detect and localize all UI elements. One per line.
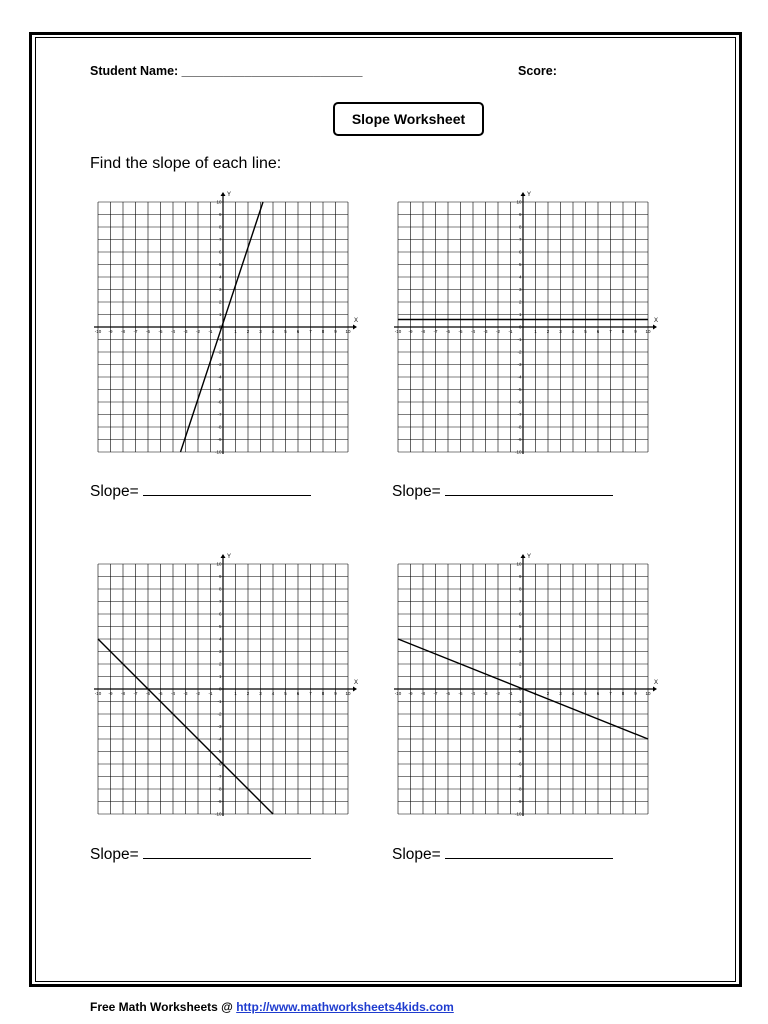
y-axis-arrow-icon (221, 192, 226, 196)
slope-blank-4[interactable] (445, 843, 613, 859)
x-tick-label: -6 (145, 691, 151, 696)
y-tick-label: -7 (517, 412, 522, 417)
y-tick-label: 7 (218, 237, 222, 242)
x-tick-label: -9 (108, 691, 113, 696)
y-tick-label: 8 (518, 586, 522, 592)
y-axis-label: Y (527, 192, 532, 198)
y-tick-label: -6 (217, 761, 222, 767)
y-tick-label: 10 (216, 561, 222, 567)
y-tick-label: 6 (218, 249, 222, 255)
y-tick-label: 1 (518, 674, 522, 679)
x-tick-label: -6 (145, 329, 151, 334)
y-tick-label: 3 (218, 287, 222, 292)
y-tick-label: 2 (218, 299, 222, 305)
slope-blank-3[interactable] (143, 843, 311, 859)
x-tick-label: -9 (108, 329, 113, 334)
instruction-text: Find the slope of each line: (90, 155, 282, 172)
footer-link[interactable]: http://www.mathworksheets4kids.com (236, 1000, 454, 1014)
y-tick-label: -7 (517, 774, 522, 779)
y-tick-label: 10 (516, 199, 522, 205)
y-tick-label: 7 (518, 237, 522, 242)
score-label: Score: (518, 64, 557, 78)
y-tick-label: -4 (217, 374, 222, 380)
y-tick-label: 1 (518, 312, 522, 317)
y-axis-arrow-icon (521, 192, 526, 196)
x-tick-label: -10 (394, 329, 402, 334)
y-tick-label: -2 (517, 349, 522, 355)
y-tick-label: -7 (217, 774, 222, 779)
x-tick-label: -3 (483, 329, 488, 334)
x-tick-label: -1 (508, 329, 513, 334)
y-tick-label: -1 (217, 699, 222, 704)
x-tick-label: 5 (284, 691, 287, 696)
y-tick-label: 4 (518, 274, 522, 280)
x-tick-label: 5 (584, 691, 587, 696)
y-tick-label: 6 (518, 249, 522, 255)
slope-label-2: Slope= (392, 483, 441, 500)
x-tick-label: -1 (208, 329, 213, 334)
y-tick-label: 10 (516, 561, 522, 567)
y-tick-label: -4 (517, 736, 522, 742)
x-tick-label: 4 (571, 691, 575, 696)
y-tick-label: -10 (514, 811, 522, 817)
x-tick-label: -7 (133, 329, 138, 334)
y-tick-label: -8 (217, 424, 222, 430)
x-tick-label: -7 (433, 329, 438, 334)
x-tick-label: 9 (634, 691, 637, 696)
slope-label-4: Slope= (392, 846, 441, 863)
student-name-label: Student Name: __________________________ (90, 64, 363, 78)
x-axis-label: X (354, 680, 359, 686)
y-axis-arrow-icon (521, 554, 526, 558)
y-tick-label: 9 (518, 212, 522, 217)
x-tick-label: -4 (170, 691, 176, 696)
y-tick-label: 4 (218, 636, 222, 642)
y-tick-label: -1 (217, 337, 222, 342)
y-tick-label: 2 (218, 661, 222, 667)
x-tick-label: 7 (609, 329, 612, 334)
x-tick-label: -10 (94, 691, 102, 696)
x-tick-label: 7 (609, 691, 612, 696)
y-tick-label: -9 (517, 799, 522, 804)
y-tick-label: 8 (218, 586, 222, 592)
y-tick-label: -5 (217, 749, 222, 754)
x-tick-label: 1 (234, 329, 237, 334)
graph-2 (390, 190, 659, 460)
y-tick-label: -2 (217, 349, 222, 355)
y-tick-label: -5 (517, 749, 522, 754)
x-tick-label: 7 (309, 329, 312, 334)
y-tick-label: -1 (517, 337, 522, 342)
x-tick-label: 5 (584, 329, 587, 334)
x-tick-label: -2 (195, 329, 201, 334)
x-axis-label: X (654, 680, 659, 686)
y-axis-arrow-icon (221, 554, 226, 558)
y-tick-label: 9 (218, 212, 222, 217)
x-tick-label: 6 (296, 691, 300, 696)
x-tick-label: 8 (621, 329, 625, 334)
graph-1 (90, 190, 359, 460)
y-axis-label: Y (227, 192, 232, 198)
x-axis-label: X (354, 318, 359, 324)
x-tick-label: -8 (120, 691, 126, 696)
x-tick-label: -2 (495, 691, 501, 696)
y-tick-label: 1 (218, 674, 222, 679)
y-tick-label: 9 (518, 574, 522, 579)
y-tick-label: 5 (518, 624, 522, 629)
x-tick-label: -3 (483, 691, 488, 696)
y-tick-label: 6 (218, 611, 222, 617)
x-tick-label: 8 (321, 329, 325, 334)
y-tick-label: 10 (216, 199, 222, 205)
x-tick-label: 4 (571, 329, 575, 334)
y-axis-label: Y (227, 554, 232, 560)
x-tick-label: -8 (120, 329, 126, 334)
page-border-inner (35, 37, 736, 982)
y-tick-label: 5 (518, 262, 522, 267)
y-tick-label: -6 (517, 399, 522, 405)
y-tick-label: 6 (518, 611, 522, 617)
y-tick-label: 3 (518, 649, 522, 654)
x-tick-label: -2 (195, 691, 201, 696)
y-tick-label: 0 (218, 686, 222, 692)
x-tick-label: 1 (534, 329, 537, 334)
y-tick-label: -3 (217, 724, 222, 729)
x-tick-label: 10 (345, 691, 351, 696)
y-tick-label: -4 (217, 736, 222, 742)
slope-answer-3[interactable] (90, 843, 311, 864)
y-axis-label: Y (527, 554, 532, 560)
x-tick-label: 4 (271, 329, 275, 334)
slope-answer-1[interactable] (90, 480, 311, 501)
x-tick-label: -4 (170, 329, 176, 334)
x-tick-label: -6 (445, 329, 451, 334)
x-tick-label: -7 (133, 691, 138, 696)
y-tick-label: -7 (217, 412, 222, 417)
x-tick-label: -5 (458, 329, 463, 334)
slope-blank-2[interactable] (445, 480, 613, 496)
y-tick-label: -10 (514, 449, 522, 455)
y-tick-label: 8 (218, 224, 222, 230)
x-tick-label: 3 (559, 329, 562, 334)
y-tick-label: 7 (218, 599, 222, 604)
y-tick-label: -5 (517, 387, 522, 392)
x-tick-label: -3 (183, 691, 188, 696)
y-tick-label: -4 (517, 374, 522, 380)
y-tick-label: 5 (218, 624, 222, 629)
y-tick-label: -6 (517, 761, 522, 767)
slope-label-1: Slope= (90, 483, 139, 500)
y-tick-label: -8 (217, 786, 222, 792)
x-tick-label: -7 (433, 691, 438, 696)
y-tick-label: -9 (217, 437, 222, 442)
x-tick-label: -5 (158, 691, 163, 696)
y-tick-label: 8 (518, 224, 522, 230)
x-tick-label: 5 (284, 329, 287, 334)
y-tick-label: -2 (217, 711, 222, 717)
y-tick-label: 3 (518, 287, 522, 292)
x-tick-label: -9 (408, 691, 413, 696)
y-tick-label: 0 (518, 324, 522, 330)
y-tick-label: -2 (517, 711, 522, 717)
x-tick-label: -3 (183, 329, 188, 334)
y-tick-label: -8 (517, 786, 522, 792)
x-tick-label: -4 (470, 691, 476, 696)
y-tick-label: 3 (218, 649, 222, 654)
x-tick-label: -10 (94, 329, 102, 334)
x-tick-label: 8 (621, 691, 625, 696)
y-tick-label: 4 (518, 636, 522, 642)
y-tick-label: -3 (517, 724, 522, 729)
x-tick-label: 2 (246, 691, 250, 696)
x-tick-label: 9 (634, 329, 637, 334)
y-tick-label: 0 (218, 324, 222, 330)
y-tick-label: -3 (517, 362, 522, 367)
x-tick-label: -10 (394, 691, 402, 696)
y-tick-label: 7 (518, 599, 522, 604)
x-tick-label: 9 (334, 691, 337, 696)
x-tick-label: 10 (645, 691, 651, 696)
x-tick-label: 8 (321, 691, 325, 696)
graph-4 (390, 552, 659, 822)
y-tick-label: -9 (217, 799, 222, 804)
x-tick-label: -9 (408, 329, 413, 334)
y-tick-label: 2 (518, 299, 522, 305)
x-tick-label: -2 (495, 329, 501, 334)
x-tick-label: 6 (596, 691, 600, 696)
x-tick-label: 10 (345, 329, 351, 334)
x-tick-label: -8 (420, 691, 426, 696)
y-tick-label: -10 (214, 449, 222, 455)
x-tick-label: 3 (259, 329, 262, 334)
x-tick-label: 4 (271, 691, 275, 696)
x-tick-label: -8 (420, 329, 426, 334)
x-tick-label: -5 (158, 329, 163, 334)
x-tick-label: 6 (596, 329, 600, 334)
footer (90, 1000, 454, 1014)
x-tick-label: -1 (208, 691, 213, 696)
x-tick-label: 2 (546, 691, 550, 696)
x-tick-label: 3 (559, 691, 562, 696)
x-tick-label: -6 (445, 691, 451, 696)
x-axis-label: X (654, 318, 659, 324)
y-tick-label: 2 (518, 661, 522, 667)
y-tick-label: 9 (218, 574, 222, 579)
y-tick-label: -8 (517, 424, 522, 430)
slope-label-3: Slope= (90, 846, 139, 863)
y-tick-label: 1 (218, 312, 222, 317)
slope-answer-4[interactable] (392, 843, 613, 864)
footer-prefix: Free Math Worksheets @ (90, 1000, 237, 1014)
x-tick-label: -4 (470, 329, 476, 334)
y-tick-label: -5 (217, 387, 222, 392)
slope-blank-1[interactable] (143, 480, 311, 496)
y-tick-label: -3 (217, 362, 222, 367)
x-tick-label: 10 (645, 329, 651, 334)
x-tick-label: 1 (234, 691, 237, 696)
x-tick-label: 2 (246, 329, 250, 334)
x-tick-label: 6 (296, 329, 300, 334)
graph-3 (90, 552, 359, 822)
y-tick-label: 5 (218, 262, 222, 267)
y-tick-label: 4 (218, 274, 222, 280)
y-tick-label: -1 (517, 699, 522, 704)
y-tick-label: -6 (217, 399, 222, 405)
x-tick-label: 2 (546, 329, 550, 334)
x-tick-label: -1 (508, 691, 513, 696)
y-tick-label: -10 (214, 811, 222, 817)
x-tick-label: 7 (309, 691, 312, 696)
slope-answer-2[interactable] (392, 480, 613, 501)
y-tick-label: -9 (517, 437, 522, 442)
x-tick-label: -5 (458, 691, 463, 696)
y-tick-label: 0 (518, 686, 522, 692)
worksheet-title: Slope Worksheet (333, 102, 484, 136)
x-tick-label: 3 (259, 691, 262, 696)
x-tick-label: 9 (334, 329, 337, 334)
